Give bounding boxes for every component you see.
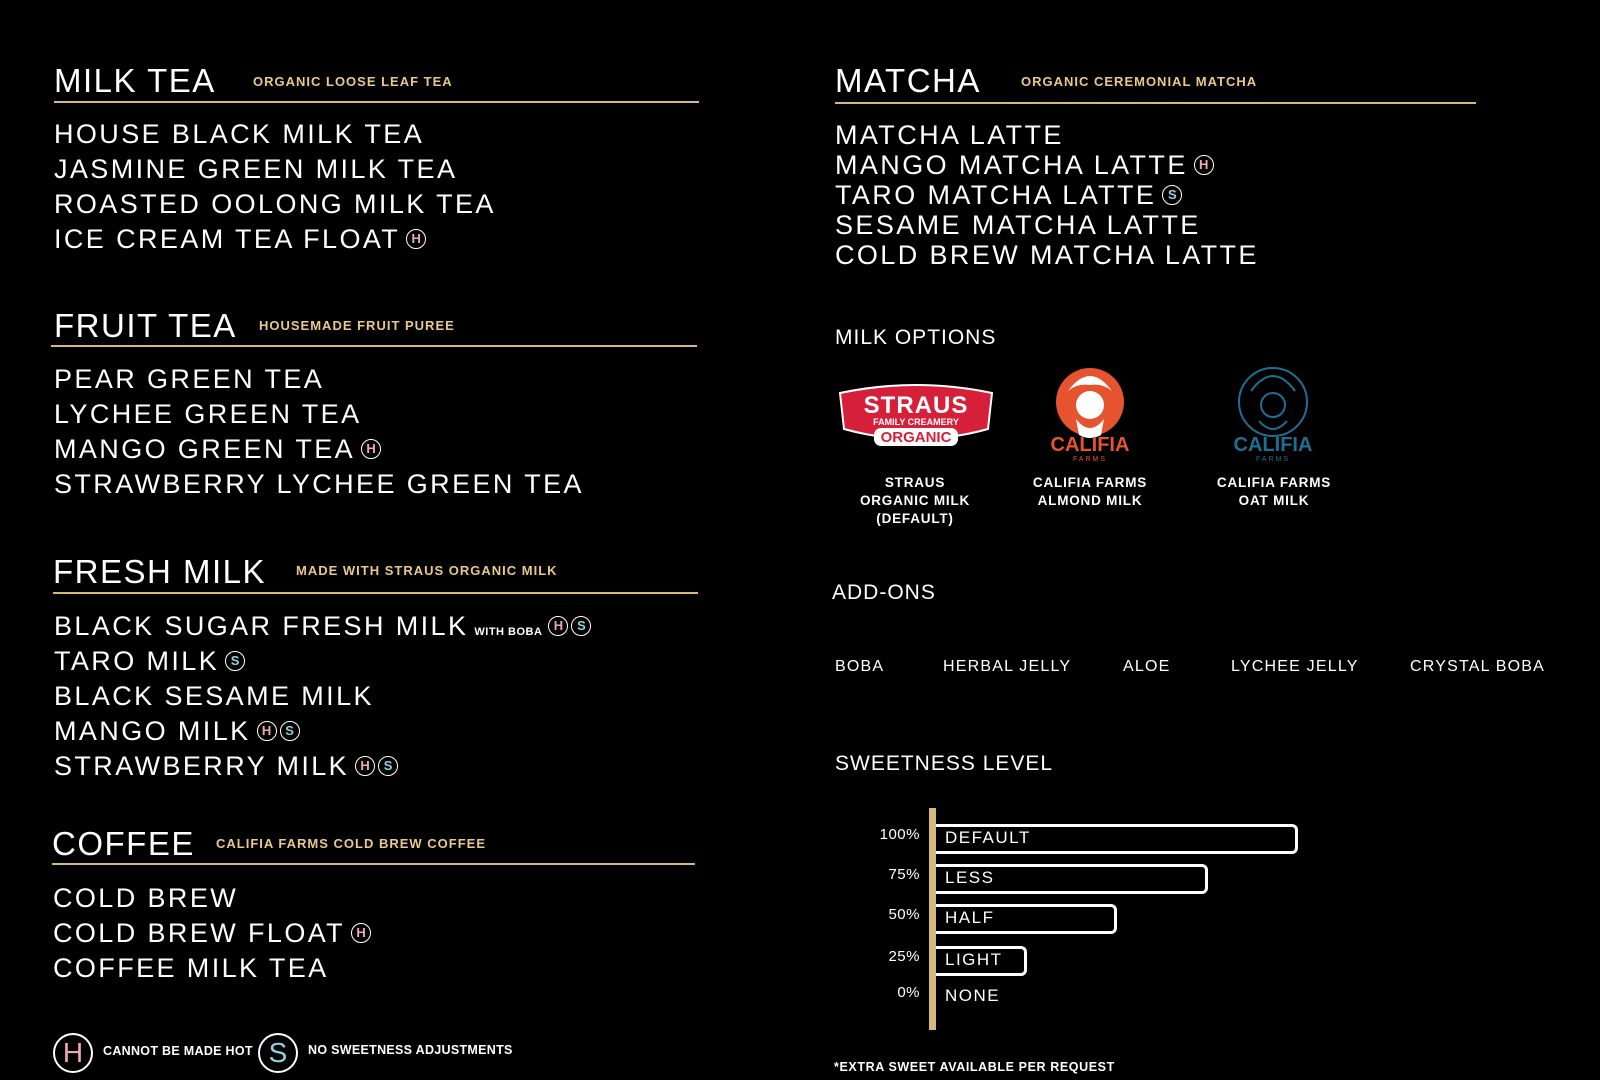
menu-item-name: ROASTED OOLONG MILK TEA xyxy=(54,189,496,219)
cannot-be-hot-icon: H xyxy=(406,229,426,249)
menu-item[interactable] xyxy=(54,436,381,463)
svg-text:FARMS: FARMS xyxy=(1072,456,1108,463)
section-title: COFFEE xyxy=(52,825,195,862)
milk-options-title: MILK OPTIONS xyxy=(835,326,997,349)
menu-item[interactable] xyxy=(54,683,374,710)
menu-item-name: HOUSE BLACK MILK TEA xyxy=(54,119,425,149)
menu-item[interactable] xyxy=(54,718,300,745)
section-title: MILK TEA xyxy=(54,62,216,99)
menu-item-name: COLD BREW xyxy=(53,883,239,913)
menu-item[interactable] xyxy=(54,753,398,780)
menu-item-name: PEAR GREEN TEA xyxy=(54,364,325,394)
menu-item-name: COLD BREW FLOAT xyxy=(53,918,346,948)
svg-text:CALIFIA: CALIFIA xyxy=(1233,434,1313,456)
menu-item[interactable] xyxy=(54,156,457,183)
milk-option-oat[interactable]: CALIFIA FARMS OAT MILK xyxy=(1216,475,1332,508)
menu-item[interactable] xyxy=(835,182,1182,209)
menu-item-name: BLACK SESAME MILK xyxy=(54,681,374,711)
section-subtitle: HOUSEMADE FRUIT PUREE xyxy=(259,318,455,333)
cannot-be-hot-icon: H xyxy=(351,923,371,943)
menu-item[interactable] xyxy=(54,613,591,640)
sweetness-label: DEFAULT xyxy=(945,828,1031,847)
menu-item-name: MANGO MATCHA LATTE xyxy=(835,150,1188,180)
menu-item[interactable] xyxy=(54,226,426,253)
section-subtitle: ORGANIC LOOSE LEAF TEA xyxy=(253,74,453,89)
cannot-be-hot-icon: H xyxy=(361,439,381,459)
califia-oat-logo xyxy=(1226,365,1320,470)
menu-item[interactable] xyxy=(835,122,1064,149)
add-on-item[interactable]: CRYSTAL BOBA xyxy=(1410,658,1546,675)
section-divider xyxy=(53,592,698,594)
menu-item[interactable] xyxy=(54,121,424,148)
sweetness-percent: 0% xyxy=(897,984,920,1001)
sweetness-title: SWEETNESS LEVEL xyxy=(835,752,1054,775)
section-divider xyxy=(52,863,695,865)
menu-item-name: STRAWBERRY LYCHEE GREEN TEA xyxy=(54,469,584,499)
menu-item-name: JASMINE GREEN MILK TEA xyxy=(54,154,458,184)
menu-item[interactable] xyxy=(835,152,1214,179)
sweetness-footnote: *EXTRA SWEET AVAILABLE PER REQUEST xyxy=(834,1060,1115,1074)
section-divider xyxy=(51,345,697,347)
svg-text:FAMILY CREAMERY: FAMILY CREAMERY xyxy=(873,417,959,427)
add-on-item[interactable]: BOBA xyxy=(835,658,885,675)
svg-text:FARMS: FARMS xyxy=(1255,456,1291,463)
califia-almond-logo xyxy=(1043,365,1137,470)
menu-item[interactable] xyxy=(53,955,329,982)
sweetness-label: LESS xyxy=(945,868,995,887)
sweetness-label: HALF xyxy=(945,908,995,927)
no-sweetness-icon: S xyxy=(280,721,300,741)
cannot-be-hot-icon: H xyxy=(257,721,277,741)
sweetness-axis xyxy=(929,808,936,1030)
menu-item[interactable] xyxy=(53,885,238,912)
menu-item[interactable] xyxy=(54,648,245,675)
milk-option-almond[interactable]: CALIFIA FARMS ALMOND MILK xyxy=(1032,475,1148,508)
section-divider xyxy=(835,102,1476,104)
menu-item-name: TARO MATCHA LATTE xyxy=(835,180,1157,210)
menu-item[interactable] xyxy=(835,212,1201,239)
menu-item-name: MANGO GREEN TEA xyxy=(54,434,356,464)
sweetness-label: LIGHT xyxy=(945,950,1003,969)
cannot-be-hot-icon: H xyxy=(53,1033,93,1073)
sweetness-percent: 100% xyxy=(879,826,920,843)
menu-item-name: LYCHEE GREEN TEA xyxy=(54,399,362,429)
sweetness-label: NONE xyxy=(945,986,1001,1005)
cannot-be-hot-icon: H xyxy=(355,756,375,776)
svg-text:CALIFIA: CALIFIA xyxy=(1050,434,1130,456)
menu-item-name: ICE CREAM TEA FLOAT xyxy=(54,224,401,254)
svg-text:ORGANIC: ORGANIC xyxy=(880,429,952,446)
menu-item-name: COFFEE MILK TEA xyxy=(53,953,329,983)
section-subtitle: MADE WITH STRAUS ORGANIC MILK xyxy=(296,563,558,578)
menu-item-name: TARO MILK xyxy=(54,646,220,676)
legend-hot-text: CANNOT BE MADE HOT xyxy=(103,1044,253,1058)
menu-item-name: BLACK SUGAR FRESH MILK xyxy=(54,611,469,641)
sweetness-percent: 75% xyxy=(888,866,920,883)
add-on-item[interactable]: HERBAL JELLY xyxy=(943,658,1072,675)
menu-item-name: STRAWBERRY MILK xyxy=(54,751,350,781)
sweetness-percent: 50% xyxy=(888,906,920,923)
section-divider xyxy=(54,101,699,103)
menu-item-name: MANGO MILK xyxy=(54,716,251,746)
menu-item[interactable] xyxy=(54,401,361,428)
menu-item-name: SESAME MATCHA LATTE xyxy=(835,210,1201,240)
menu-item-note: WITH BOBA xyxy=(474,626,543,638)
no-sweetness-icon: S xyxy=(378,756,398,776)
menu-item[interactable] xyxy=(835,242,1259,269)
menu-item[interactable] xyxy=(54,471,584,498)
milk-option-straus[interactable]: STRAUS ORGANIC MILK (DEFAULT) xyxy=(859,475,971,526)
menu-item[interactable] xyxy=(54,191,496,218)
menu-item-name: COLD BREW MATCHA LATTE xyxy=(835,240,1259,270)
section-subtitle: ORGANIC CEREMONIAL MATCHA xyxy=(1021,74,1258,89)
svg-text:STRAUS: STRAUS xyxy=(863,392,969,419)
sweetness-percent: 25% xyxy=(888,948,920,965)
add-ons-title: ADD-ONS xyxy=(832,581,936,604)
no-sweetness-icon: S xyxy=(571,616,591,636)
no-sweetness-icon: S xyxy=(1162,185,1182,205)
section-title: FRESH MILK xyxy=(53,553,267,590)
add-on-item[interactable]: ALOE xyxy=(1123,658,1171,675)
legend-sweet-text: NO SWEETNESS ADJUSTMENTS xyxy=(308,1043,513,1057)
section-subtitle: CALIFIA FARMS COLD BREW COFFEE xyxy=(216,836,487,851)
cannot-be-hot-icon: H xyxy=(1194,155,1214,175)
add-on-item[interactable]: LYCHEE JELLY xyxy=(1231,658,1359,675)
straus-logo xyxy=(836,383,996,458)
section-title: FRUIT TEA xyxy=(54,307,237,344)
menu-item[interactable] xyxy=(53,920,371,947)
section-title: MATCHA xyxy=(835,62,981,99)
no-sweetness-icon: S xyxy=(225,651,245,671)
no-sweetness-icon: S xyxy=(258,1033,298,1073)
menu-item[interactable] xyxy=(54,366,324,393)
cannot-be-hot-icon: H xyxy=(548,616,568,636)
menu-item-name: MATCHA LATTE xyxy=(835,120,1064,150)
